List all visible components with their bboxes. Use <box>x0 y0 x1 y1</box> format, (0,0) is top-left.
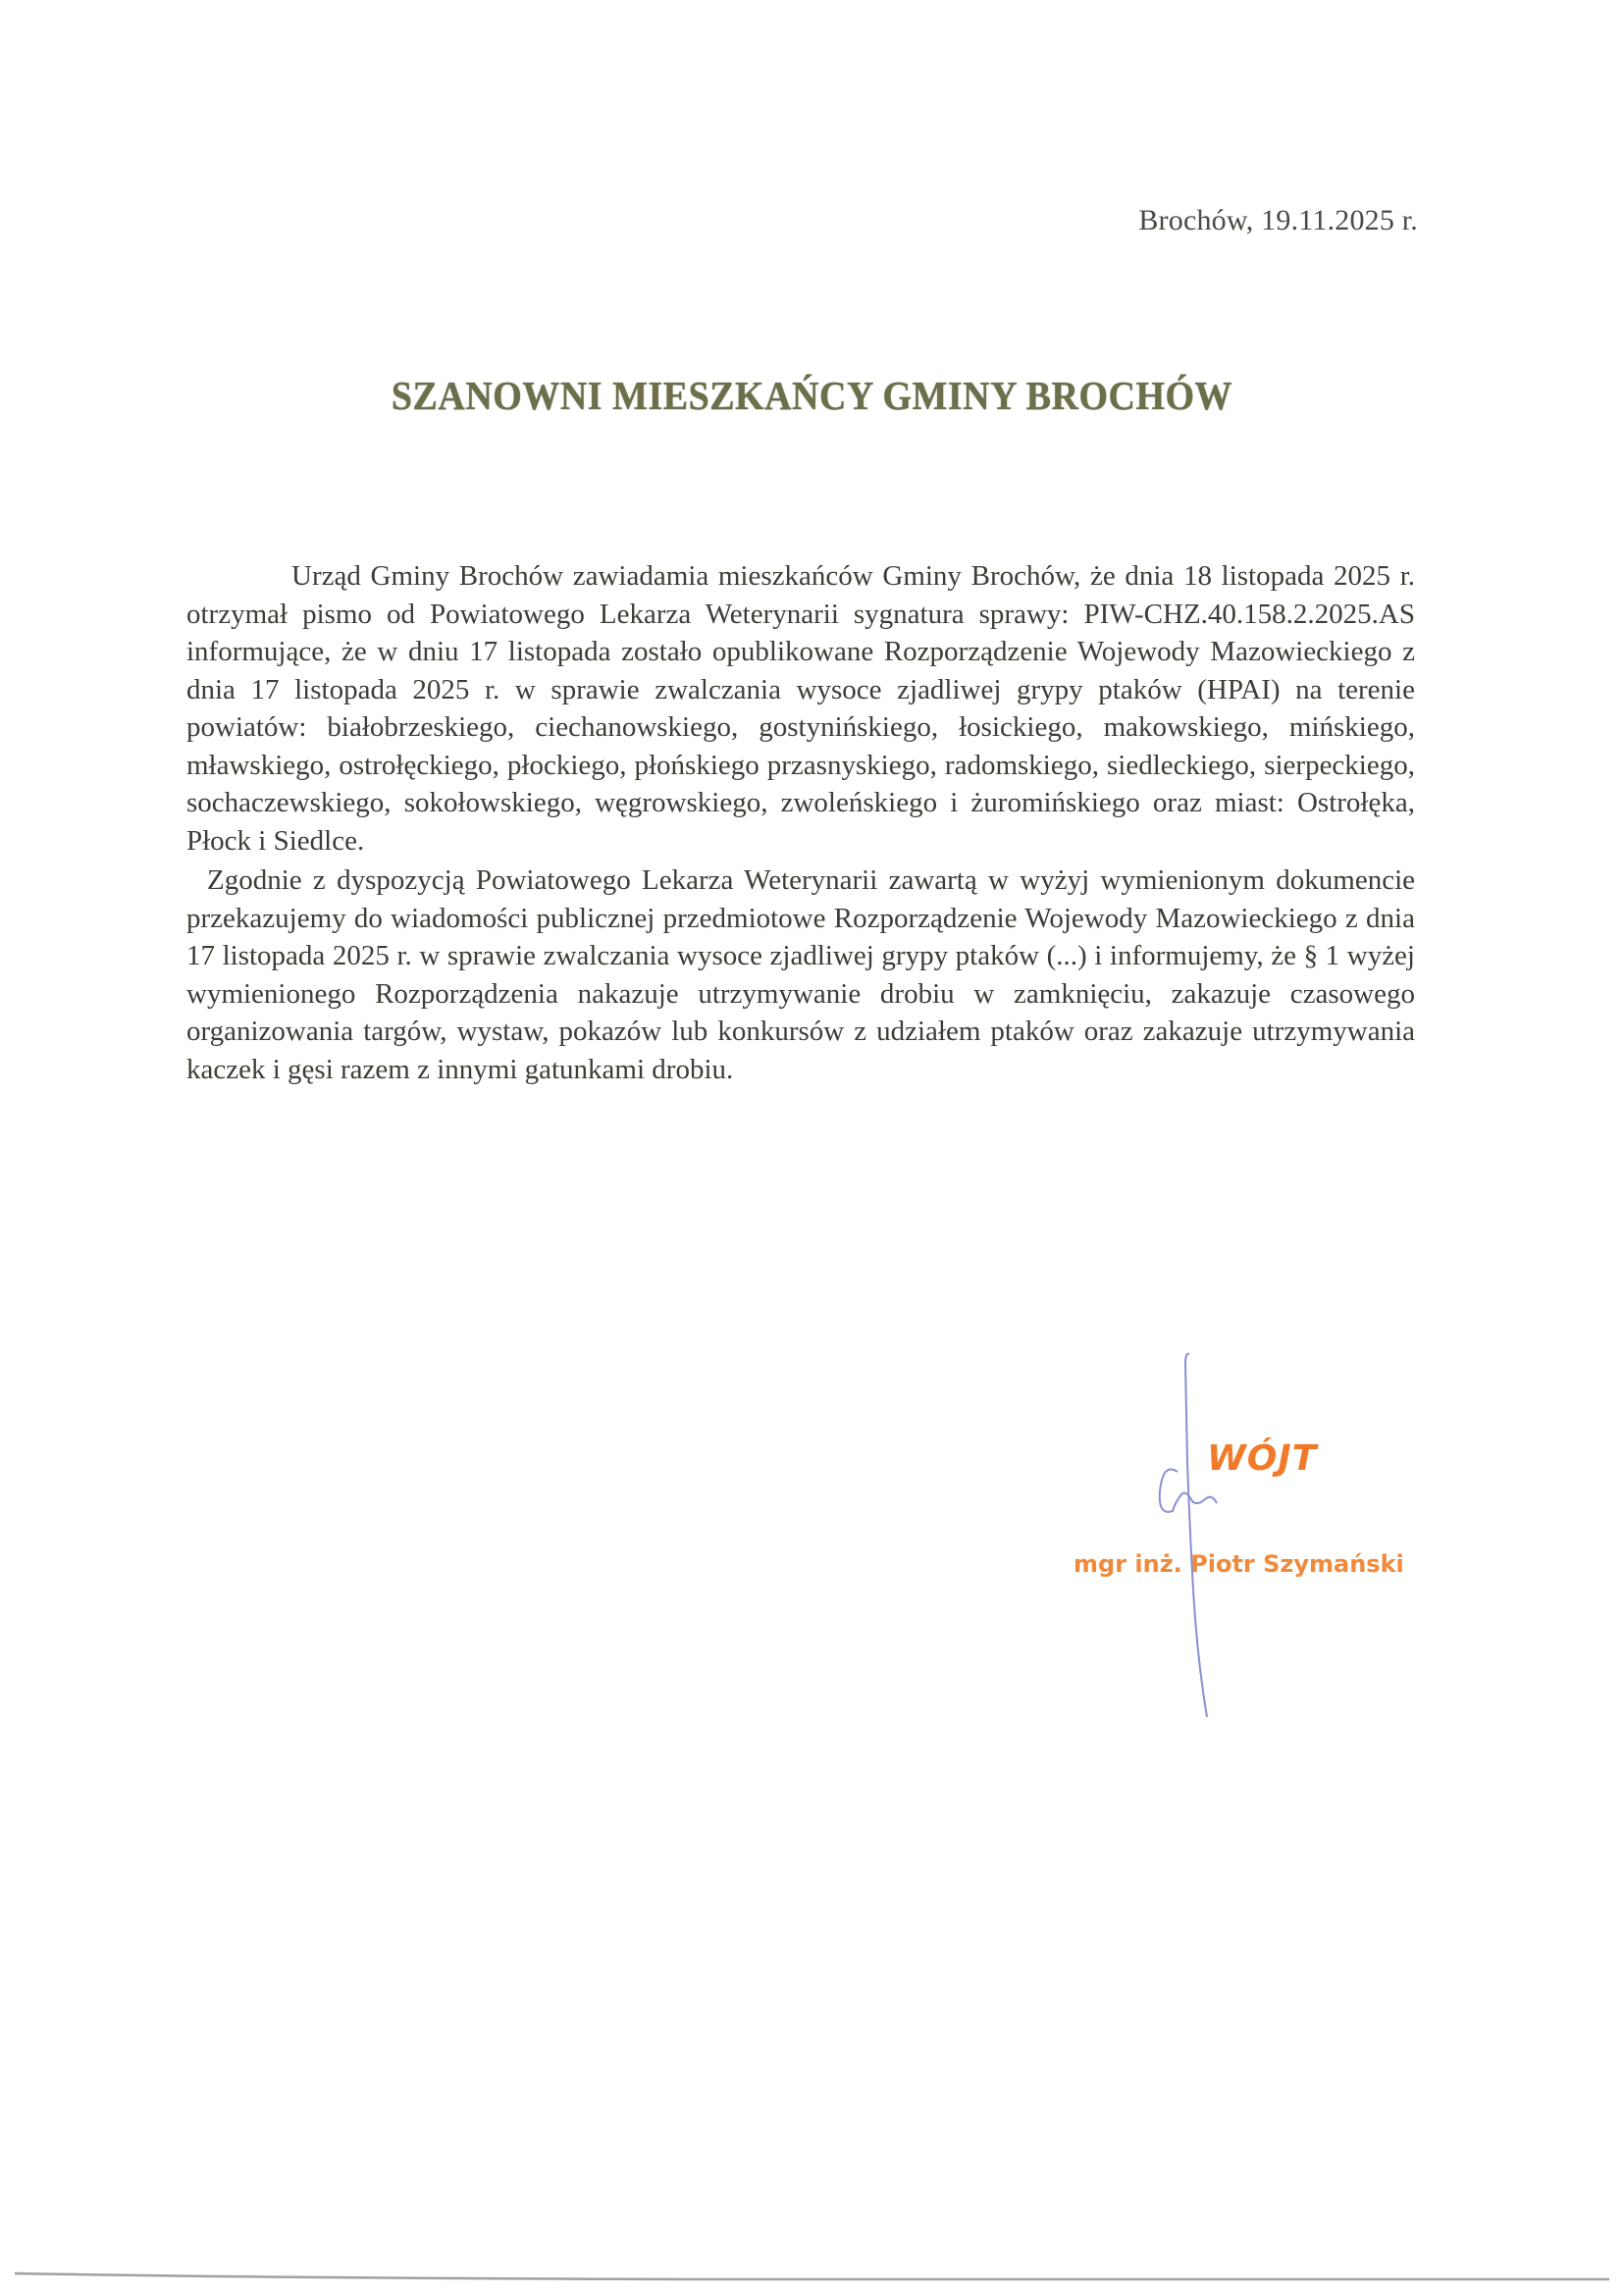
signature-vertical-stroke <box>1185 1354 1207 1717</box>
place-and-date: Brochów, 19.11.2025 r. <box>1138 204 1418 236</box>
official-stamp <box>1060 1344 1413 1717</box>
paragraph-regulation: Zgodnie z dyspozycją Powiatowego Lekarza Weterynarii zawartą w wyżyj wymienionym dokumencie przekazujemy do wiadomości publicznej przedmiotowe Rozporządzenie Wojewody Mazowieckiego z dnia 17 listopada 2025 r. w sprawie zwalczania wysoce zjadliwej grypy ptaków (...) i informujemy, że § 1 wyżej wymienionego Rozporządzenia nakazuje utrzymywanie drobiu w zamknięciu, zakazuje czasowego organizowania targów, wystaw, pokazów lub konkursów z udziałem ptaków oraz zakazuje utrzymywania kaczek i gęsi razem z innymi gatunkami drobiu. <box>186 864 1415 1085</box>
handwritten-signature <box>1060 1344 1413 1717</box>
stamp-title: WÓJT <box>1207 1438 1318 1479</box>
page-bottom-edge-line <box>0 2237 1624 2296</box>
letter-body <box>186 557 1415 1088</box>
paragraph-announcement: Urząd Gminy Brochów zawiadamia mieszkańców Gminy Brochów, że dnia 18 listopada 2025 r. otrzymał pismo od Powiatowego Lekarza Weterynarii sygnatura sprawy: PIW-CHZ.40.158.2.2025.AS informujące, że w dniu 17 listopada zostało opublikowane Rozporządzenie Wojewody Mazowieckiego z dnia 17 listopada 2025 r. w sprawie zwalczania wysoce zjadliwej grypy ptaków (HPAI) na terenie powiatów: białobrzeskiego, ciechanowskiego, gostynińskiego, łosickiego, makowskiego, mińskiego, mławskiego, ostrołęckiego, płockiego, płońskiego przasnyskiego, radomskiego, siedleckiego, sierpeckiego, sochaczewskiego, sokołowskiego, węgrowskiego, zwoleńskiego i żuromińskiego oraz miast: Ostrołęka, Płock i Siedlce. <box>186 560 1415 857</box>
stamp-name: mgr inż. Piotr Szymański <box>1074 1550 1404 1578</box>
letter-heading: SZANOWNI MIESZKAŃCY GMINY BROCHÓW <box>391 374 1233 419</box>
